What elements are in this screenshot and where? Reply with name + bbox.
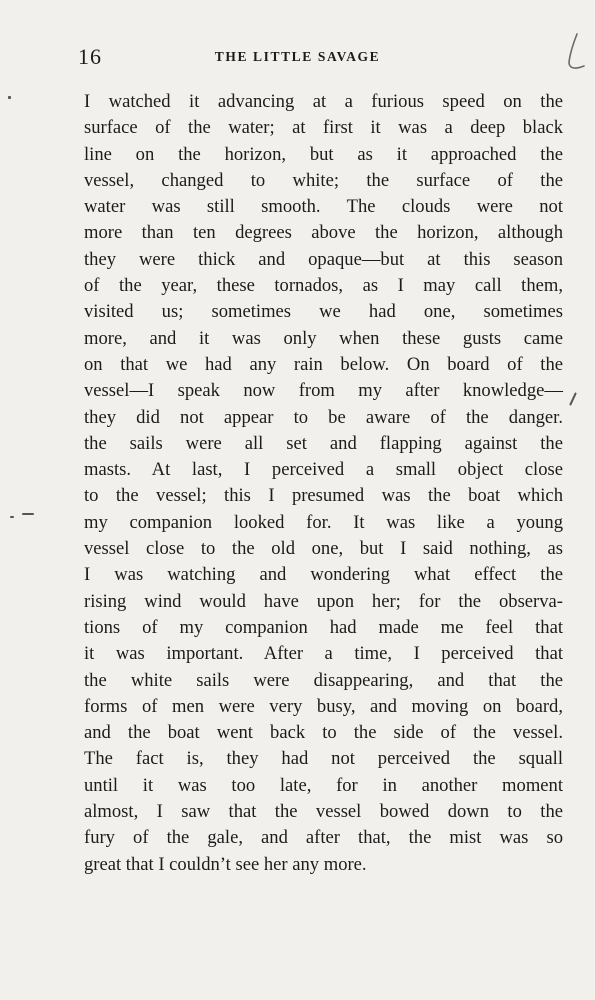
text-line: to the vessel; this I presumed was the boat which bbox=[84, 485, 563, 507]
text-line: forms of men were very busy, and moving on board, bbox=[84, 695, 563, 717]
text-line: the white sails were disappearing, and that the bbox=[84, 669, 563, 691]
text-line: and the boat went back to the side of the vessel. bbox=[84, 722, 563, 744]
text-line: the sails were all set and flapping against the bbox=[84, 432, 563, 454]
text-line: more than ten degrees above the horizon, although bbox=[84, 222, 563, 244]
text-line: masts. At last, I perceived a small object close bbox=[84, 459, 563, 481]
text-line: I watched it advancing at a furious speed on the bbox=[84, 91, 563, 112]
body-text bbox=[84, 89, 563, 878]
text-line: my companion looked for. It was like a young bbox=[84, 511, 563, 533]
text-line: I was watching and wondering what effect the bbox=[84, 564, 563, 586]
page-number: 16 bbox=[78, 44, 102, 69]
text-line: rising wind would have upon her; for the observa- bbox=[84, 590, 563, 612]
text-line: until it was too late, for in another moment bbox=[84, 774, 563, 796]
text-line: tions of my companion had made me feel that bbox=[84, 616, 563, 638]
print-speck bbox=[569, 392, 577, 406]
text-line: great that I couldn’t see her any more. bbox=[84, 853, 367, 875]
text-line: fury of the gale, and after that, the mist was so bbox=[84, 827, 563, 849]
print-speck bbox=[22, 513, 34, 515]
text-line: vessel close to the old one, but I said nothing, as bbox=[84, 538, 563, 560]
text-line: on that we had any rain below. On board of the bbox=[84, 353, 563, 375]
text-line: almost, I saw that the vessel bowed down to the bbox=[84, 801, 563, 823]
text-line: of the year, these tornados, as I may call them, bbox=[84, 275, 563, 297]
text-line: water was still smooth. The clouds were not bbox=[84, 196, 563, 218]
running-head: THE LITTLE SAVAGE bbox=[214, 49, 381, 64]
text-line: The fact is, they had not perceived the squall bbox=[84, 748, 563, 770]
text-line: visited us; sometimes we had one, sometimes bbox=[84, 301, 563, 323]
text-line: vessel—I speak now from my after knowledge— bbox=[84, 380, 563, 402]
text-line: vessel, changed to white; the surface of the bbox=[84, 169, 563, 191]
text-line: line on the horizon, but as it approached the bbox=[84, 143, 563, 165]
print-speck bbox=[10, 516, 14, 518]
text-line: they did not appear to be aware of the danger. bbox=[84, 406, 563, 428]
pencil-mark-icon bbox=[560, 30, 590, 74]
text-line: more, and it was only when these gusts came bbox=[84, 327, 563, 349]
text-line: it was important. After a time, I perceived that bbox=[84, 643, 563, 665]
print-speck bbox=[8, 96, 11, 99]
text-line: surface of the water; at first it was a deep black bbox=[84, 117, 563, 139]
text-line: they were thick and opaque—but at this season bbox=[84, 248, 563, 270]
